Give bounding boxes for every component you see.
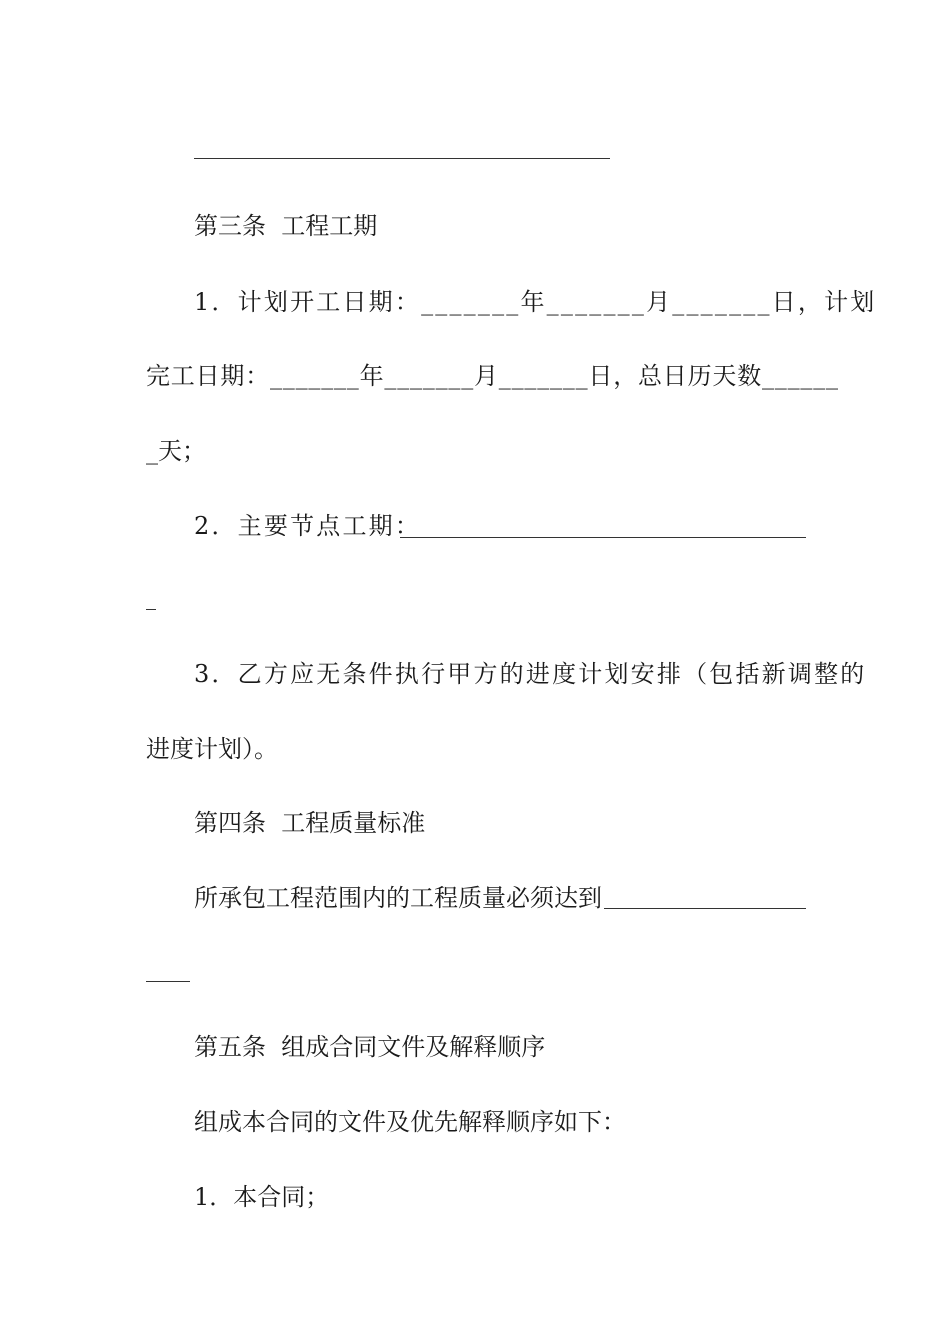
- article-4-body: 所承包工程范围内的工程质量必须达到: [194, 884, 602, 912]
- blank-line-item-2: [400, 537, 806, 538]
- article-3-item-1-line-1: 1．计划开工日期：_______年_______月_______日，计划: [194, 288, 877, 316]
- article-5-body: 组成本合同的文件及优先解释顺序如下：: [194, 1108, 626, 1136]
- blank-line-top: [194, 158, 610, 159]
- article-3-item-2: 2．主要节点工期：: [194, 512, 422, 540]
- blank-line-item-2-continued: [146, 609, 156, 610]
- article-3-heading: 第三条 工程工期: [194, 212, 378, 240]
- blank-line-quality-continued: [146, 981, 190, 982]
- article-3-item-3-line-2: 进度计划）。: [146, 735, 278, 763]
- article-3-item-3-line-1: 3．乙方应无条件执行甲方的进度计划安排（包括新调整的: [194, 660, 867, 688]
- article-5-item-1: 1．本合同；: [194, 1183, 330, 1211]
- article-5-heading: 第五条 组成合同文件及解释顺序: [194, 1033, 546, 1061]
- article-3-item-1-line-2: 完工日期：_______年_______月_______日，总日历天数______: [146, 362, 839, 390]
- blank-line-quality: [604, 908, 806, 909]
- article-4-heading: 第四条 工程质量标准: [194, 809, 426, 837]
- article-3-item-1-line-3: _天；: [146, 437, 206, 465]
